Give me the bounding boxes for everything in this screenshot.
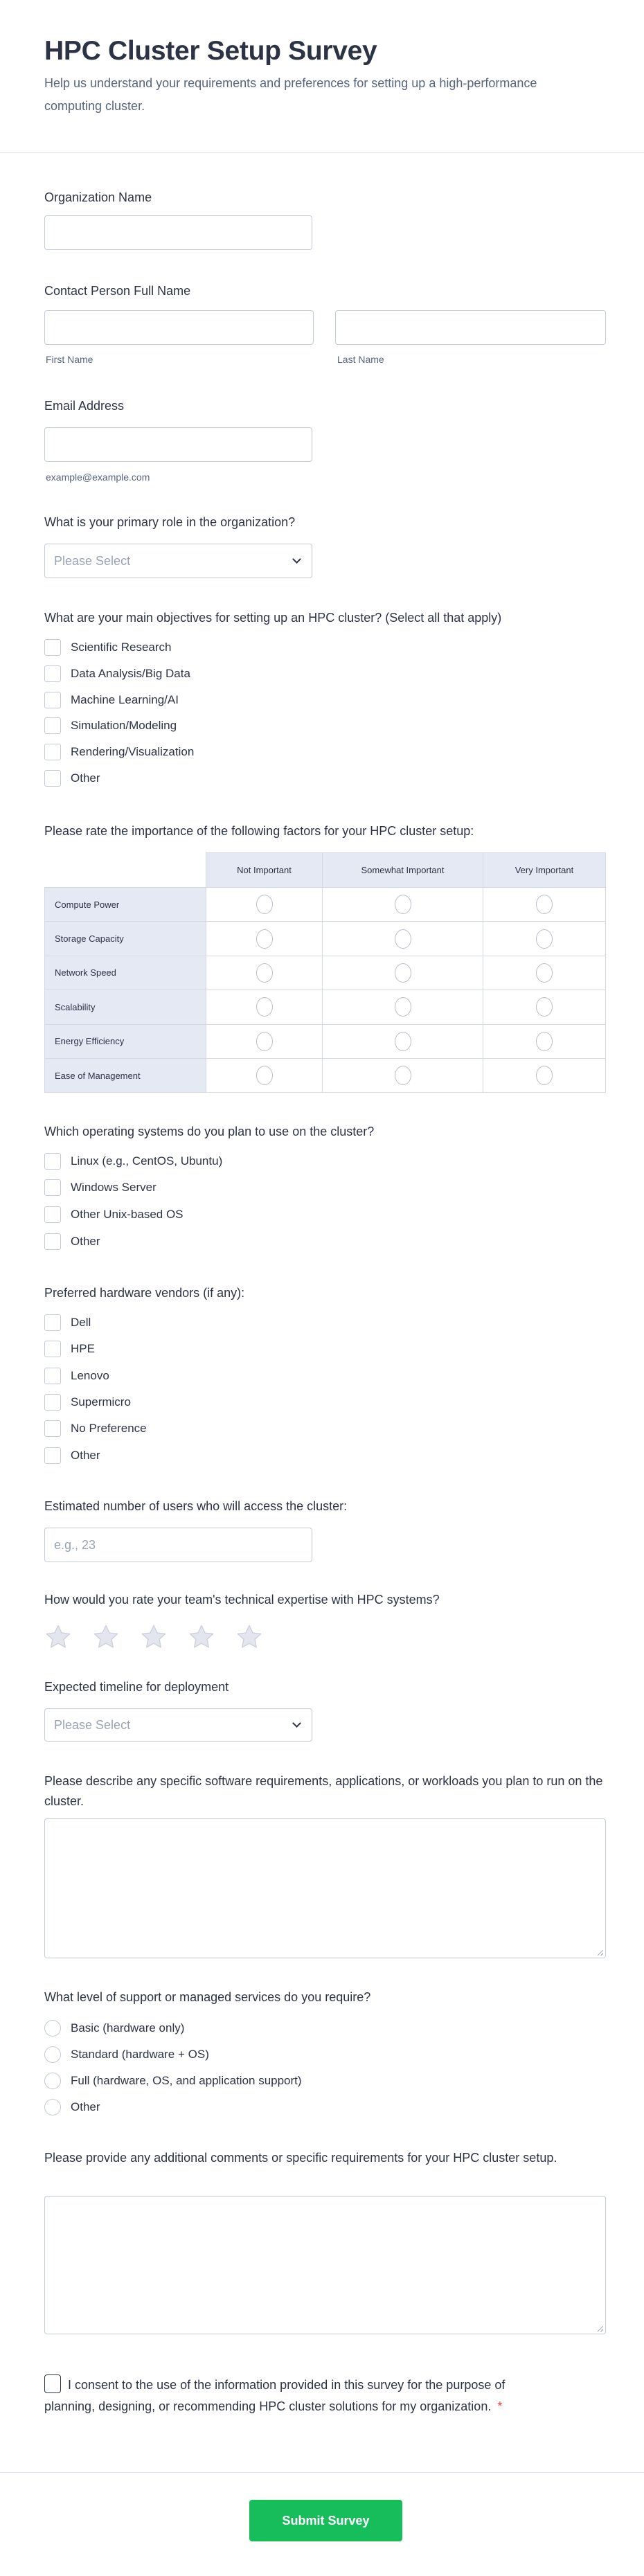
checkbox[interactable] xyxy=(44,1447,61,1464)
importance-matrix xyxy=(44,852,606,1093)
resize-handle-icon[interactable] xyxy=(598,1950,603,1956)
radio[interactable] xyxy=(44,2099,61,2116)
option-label: Data Analysis/Big Data xyxy=(71,667,190,680)
timeline-label: Expected timeline for deployment xyxy=(44,1680,229,1694)
matrix-column-header: Somewhat Important xyxy=(323,853,483,888)
consent-checkbox[interactable] xyxy=(44,2374,61,2393)
matrix-radio[interactable] xyxy=(395,1066,411,1085)
vendor-option[interactable] xyxy=(44,1367,109,1385)
contact-label: Contact Person Full Name xyxy=(44,284,191,298)
star-icon[interactable] xyxy=(187,1622,216,1652)
comments-label: Please provide any additional comments or specific requirements for your HPC cluster setup. xyxy=(44,2151,557,2165)
option-label: Other xyxy=(71,1235,100,1248)
checkbox[interactable] xyxy=(44,692,61,708)
option-label: Simulation/Modeling xyxy=(71,719,177,732)
checkbox[interactable] xyxy=(44,744,61,760)
checkbox[interactable] xyxy=(44,1341,61,1357)
chevron-down-icon xyxy=(292,1719,301,1728)
first-name-sublabel: First Name xyxy=(46,354,93,365)
matrix-radio[interactable] xyxy=(536,1066,553,1085)
checkbox[interactable] xyxy=(44,717,61,734)
matrix-row xyxy=(45,1024,606,1058)
page-title: HPC Cluster Setup Survey xyxy=(44,36,377,66)
matrix-row-label: Energy Efficiency xyxy=(45,1024,206,1058)
role-select-placeholder: Please Select xyxy=(54,553,131,568)
objectives-label: What are your main objectives for setting up an HPC cluster? (Select all that apply) xyxy=(44,611,502,625)
checkbox[interactable] xyxy=(44,639,61,656)
email-sublabel: example@example.com xyxy=(46,472,150,483)
submit-button[interactable]: Submit Survey xyxy=(249,2500,402,2541)
matrix-radio[interactable] xyxy=(536,895,553,914)
option-label: Supermicro xyxy=(71,1395,131,1408)
role-label: What is your primary role in the organization? xyxy=(44,515,296,529)
option-label: Other xyxy=(71,771,100,785)
star-icon[interactable] xyxy=(235,1622,264,1652)
vendor-option[interactable] xyxy=(44,1420,147,1438)
header-divider xyxy=(0,152,644,153)
matrix-radio[interactable] xyxy=(256,895,273,914)
page-subtitle: Help us understand your requirements and preferences for setting up a high-performance computing cluster. xyxy=(44,76,537,113)
os-option[interactable] xyxy=(44,1206,184,1224)
role-select[interactable] xyxy=(44,544,312,578)
option-label: Dell xyxy=(71,1316,91,1329)
matrix-row xyxy=(45,990,606,1024)
star-icon[interactable] xyxy=(91,1622,120,1652)
timeline-select[interactable] xyxy=(44,1708,312,1742)
matrix-row xyxy=(45,1058,606,1092)
radio[interactable] xyxy=(44,2020,61,2037)
matrix-column-header: Not Important xyxy=(206,853,323,888)
support-option[interactable] xyxy=(44,2019,184,2037)
organization-name-input[interactable] xyxy=(44,215,312,250)
first-name-input[interactable] xyxy=(44,310,314,345)
checkbox[interactable] xyxy=(44,1206,61,1223)
matrix-row xyxy=(45,922,606,956)
matrix-radio[interactable] xyxy=(536,929,553,949)
os-option[interactable] xyxy=(44,1179,156,1197)
checkbox[interactable] xyxy=(44,1153,61,1170)
email-input[interactable] xyxy=(44,427,312,462)
required-asterisk: * xyxy=(497,2399,503,2413)
vendor-option[interactable] xyxy=(44,1447,100,1465)
matrix-radio[interactable] xyxy=(395,997,411,1017)
users-label: Estimated number of users who will access the cluster: xyxy=(44,1499,348,1513)
os-option[interactable] xyxy=(44,1233,100,1251)
last-name-sublabel: Last Name xyxy=(337,354,384,365)
matrix-radio[interactable] xyxy=(256,963,273,983)
matrix-label: Please rate the importance of the following factors for your HPC cluster setup: xyxy=(44,824,474,838)
matrix-row-label: Compute Power xyxy=(45,888,206,922)
star-rating xyxy=(44,1622,264,1652)
chevron-down-icon xyxy=(292,555,301,564)
matrix-radio[interactable] xyxy=(256,929,273,949)
vendors-label: Preferred hardware vendors (if any): xyxy=(44,1286,245,1300)
matrix-radio[interactable] xyxy=(395,1032,411,1051)
option-label: Windows Server xyxy=(71,1181,156,1194)
checkbox[interactable] xyxy=(44,770,61,787)
star-icon[interactable] xyxy=(44,1622,73,1652)
option-label: Rendering/Visualization xyxy=(71,745,195,758)
consent-text: I consent to the use of the information provided in this survey for the purpose of planning, designing, or recommending HPC cluster solutions for my organization. xyxy=(44,2378,506,2413)
resize-handle-icon[interactable] xyxy=(598,2326,603,2332)
option-label: Other xyxy=(71,2100,100,2113)
comments-textarea[interactable] xyxy=(44,2196,606,2334)
radio[interactable] xyxy=(44,2046,61,2063)
checkbox[interactable] xyxy=(44,1314,61,1331)
objective-option[interactable] xyxy=(44,743,194,761)
matrix-row-label: Storage Capacity xyxy=(45,922,206,956)
os-option[interactable] xyxy=(44,1152,222,1170)
matrix-row-label: Network Speed xyxy=(45,956,206,990)
checkbox[interactable] xyxy=(44,1233,61,1250)
matrix-row xyxy=(45,956,606,990)
matrix-column-header: Very Important xyxy=(483,853,606,888)
os-label: Which operating systems do you plan to use on the cluster? xyxy=(44,1125,375,1138)
objective-option[interactable] xyxy=(44,717,177,735)
option-label: Other xyxy=(71,1449,100,1462)
option-label: Basic (hardware only) xyxy=(71,2021,185,2034)
matrix-radio[interactable] xyxy=(395,929,411,949)
option-label: Full (hardware, OS, and application support) xyxy=(71,2074,302,2087)
option-label: No Preference xyxy=(71,1422,147,1435)
option-label: Scientific Research xyxy=(71,641,172,654)
vendor-option[interactable] xyxy=(44,1314,91,1332)
vendor-option[interactable] xyxy=(44,1340,95,1358)
expertise-label: How would you rate your team's technical expertise with HPC systems? xyxy=(44,1593,440,1607)
matrix-row xyxy=(45,888,606,922)
star-icon[interactable] xyxy=(139,1622,168,1652)
support-option[interactable] xyxy=(44,2072,302,2090)
support-option[interactable] xyxy=(44,2098,100,2116)
support-label: What level of support or managed services do you require? xyxy=(44,1990,371,2004)
option-label: Standard (hardware + OS) xyxy=(71,2048,209,2061)
radio[interactable] xyxy=(44,2073,61,2089)
checkbox[interactable] xyxy=(44,1179,61,1196)
option-label: Lenovo xyxy=(71,1369,109,1382)
matrix-corner xyxy=(45,853,206,888)
matrix-row-label: Scalability xyxy=(45,990,206,1024)
footer-divider xyxy=(0,2472,644,2473)
matrix-radio[interactable] xyxy=(395,895,411,914)
checkbox[interactable] xyxy=(44,665,61,682)
matrix-radio[interactable] xyxy=(536,997,553,1017)
checkbox[interactable] xyxy=(44,1420,61,1437)
objective-option[interactable] xyxy=(44,769,100,787)
matrix-header xyxy=(45,853,606,888)
support-option[interactable] xyxy=(44,2046,209,2064)
consent-field xyxy=(44,2374,543,2417)
software-label: Please describe any specific software requirements, applications, or workloads you plan to run on the cluster. xyxy=(44,1774,603,1808)
org-label: Organization Name xyxy=(44,190,152,204)
timeline-select-placeholder: Please Select xyxy=(54,1717,131,1732)
vendor-option[interactable] xyxy=(44,1393,131,1411)
checkbox[interactable] xyxy=(44,1368,61,1384)
matrix-radio[interactable] xyxy=(256,1066,273,1085)
option-label: Machine Learning/AI xyxy=(71,693,179,706)
objective-option[interactable] xyxy=(44,638,172,656)
objective-option[interactable] xyxy=(44,691,179,709)
matrix-radio[interactable] xyxy=(256,1032,273,1051)
matrix-radio[interactable] xyxy=(536,1032,553,1051)
matrix-radio[interactable] xyxy=(395,963,411,983)
option-label: Linux (e.g., CentOS, Ubuntu) xyxy=(71,1154,223,1168)
users-count-input[interactable] xyxy=(44,1528,312,1562)
last-name-input[interactable] xyxy=(335,310,606,345)
email-label: Email Address xyxy=(44,399,125,413)
matrix-radio[interactable] xyxy=(536,963,553,983)
software-textarea[interactable] xyxy=(44,1818,606,1958)
matrix-row-label: Ease of Management xyxy=(45,1058,206,1092)
option-label: Other Unix-based OS xyxy=(71,1208,184,1221)
objective-option[interactable] xyxy=(44,665,190,683)
matrix-radio[interactable] xyxy=(256,997,273,1017)
checkbox[interactable] xyxy=(44,1394,61,1411)
option-label: HPE xyxy=(71,1342,95,1355)
